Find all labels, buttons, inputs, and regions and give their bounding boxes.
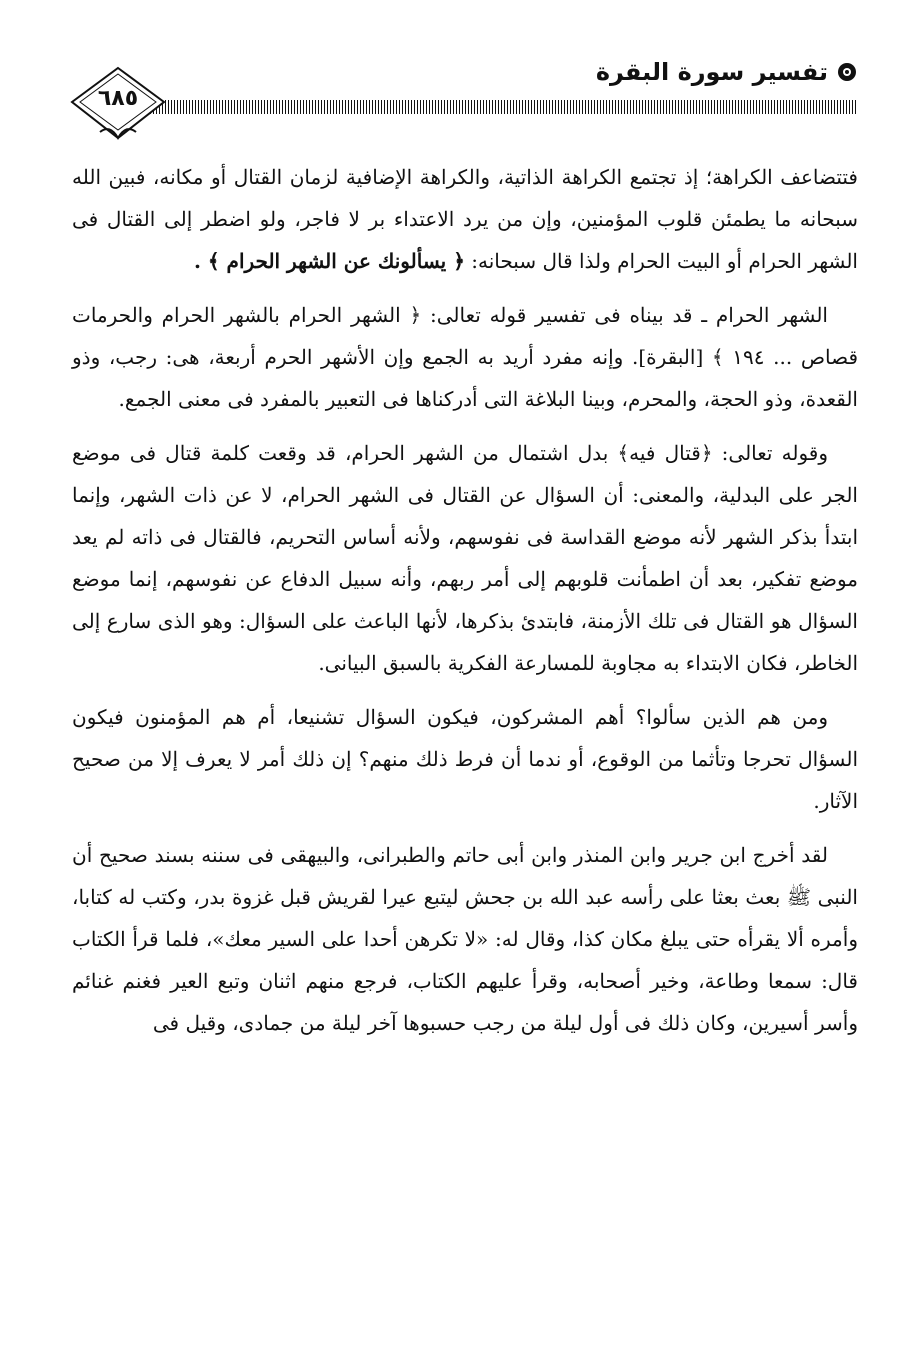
text-line: له: «لا تكرهن أحدا على السير معك»، فلما قرأ الكتاب قال: سمعا وطاعة، وخير (72, 927, 858, 993)
text-line: فكان الابتداء به مجاوبة للمسارعة الفكرية بالسبق البيانى. (318, 651, 788, 675)
text-line: أصحابه، وقرأ عليهم الكتاب، فرجع منهم اثنان وتبع العير فغنم غنائم وأسر (72, 969, 858, 1035)
text-line: أساس التحريم، فالقتال فى ذاته لم يعد موضع تفكير، بعد أن اطمأنت قلوبهم إلى (72, 525, 858, 591)
text-line: عن ذات الشهر، وإنما ابتدأ بذكر الشهر لأنه موضع القداسة فى نفوسهم، ولأنه (72, 483, 858, 549)
text-line: فتتضاعف الكراهة؛ إذ تجتمع الكراهة الذاتية، والكراهة الإضافية لزمان القتال أو (203, 165, 858, 189)
text-line: وقوله تعالى: ﴿قتال فيه﴾ بدل اشتمال من الشهر الحرام، قد وقعت كلمة قتال (156, 441, 828, 465)
text-line: لقريش قبل غزوة بدر، وكتب له كتابا، وأمره ألا يقرأه حتى يبلغ مكان كذا، وقال (72, 885, 858, 951)
text-line: أمر ربهم، وأنه سبيل الدفاع عن نفوسهم، إنما موضع السؤال هو القتال فى تلك (72, 567, 858, 633)
running-title: تفسير سورة البقرة (595, 58, 828, 86)
paragraph (72, 294, 858, 420)
text-line: فى موضع الجر على البدلية، والمعنى: أن السؤال عن القتال فى الشهر الحرام، لا (72, 441, 858, 507)
paragraph (72, 156, 858, 282)
header-rule (150, 100, 858, 114)
page-number: ٦٨٥ (97, 86, 139, 111)
text-line: الأزمنة، فابتدئ بذكرها، لأنها الباعث على السؤال: وهو الذى سارع إلى الخاطر، (72, 609, 858, 675)
text-line: مكانه، فبين الله سبحانه ما يطمئن قلوب المؤمنين، وإن من يرد الاعتداء بر لا (72, 165, 858, 231)
body-text (72, 156, 858, 1056)
floral-ornament-icon (836, 61, 858, 83)
text-line: أسيرين، وكان ذلك فى أول ليلة من رجب حسبوها آخر ليلة من جمادى، وقيل فى (152, 1011, 809, 1035)
text-line: فى التعبير بالمفرد فى معنى الجمع. (118, 387, 409, 411)
text-line: فيكون السؤال تحرجا وتأثما من الوقوع، أو ندما أن فرط ذلك منهم؟ إن ذلك أمر لا (72, 705, 858, 771)
paragraph (72, 834, 858, 1044)
paragraph (72, 696, 858, 822)
text-line: والحرمات قصاص ... ١٩٤ ﴾ [البقرة]. وإنه مفرد أريد به الجمع وإن الأشهر الحرم (72, 303, 858, 369)
text-line: أربعة، هى: رجب، وذو القعدة، وذو الحجة، والمحرم، وبينا البلاغة التى أدركناها (72, 345, 858, 411)
text-line: يعرف إلا من صحيح الآثار. (72, 747, 858, 813)
paragraph (72, 432, 858, 684)
text-line: ومن هم الذين سألوا؟ أهم المشركون، فيكون السؤال تشنيعا، أم هم المؤمنون (123, 705, 828, 729)
running-header (596, 58, 858, 86)
text-line: فاجر، ولو اضطر إلى القتال فى الشهر الحرام أو البيت الحرام ولذا قال سبحانه: (72, 207, 858, 273)
text-line: الشهر الحرام ـ قد بيناه فى تفسير قوله تعالى: ﴿ الشهر الحرام بالشهر الحرام (152, 303, 828, 327)
text-line: بسند صحيح أن النبى ﷺ بعث بعثا على رأسه عبد الله بن جحش ليتبع عيرا (72, 843, 858, 909)
text-line: لقد أخرج ابن جرير وابن المنذر وابن أبى حاتم والطبرانى، والبيهقى فى سننه (194, 843, 828, 867)
quranic-verse: ﴿ يسألونك عن الشهر الحرام ﴾ . (193, 249, 465, 273)
